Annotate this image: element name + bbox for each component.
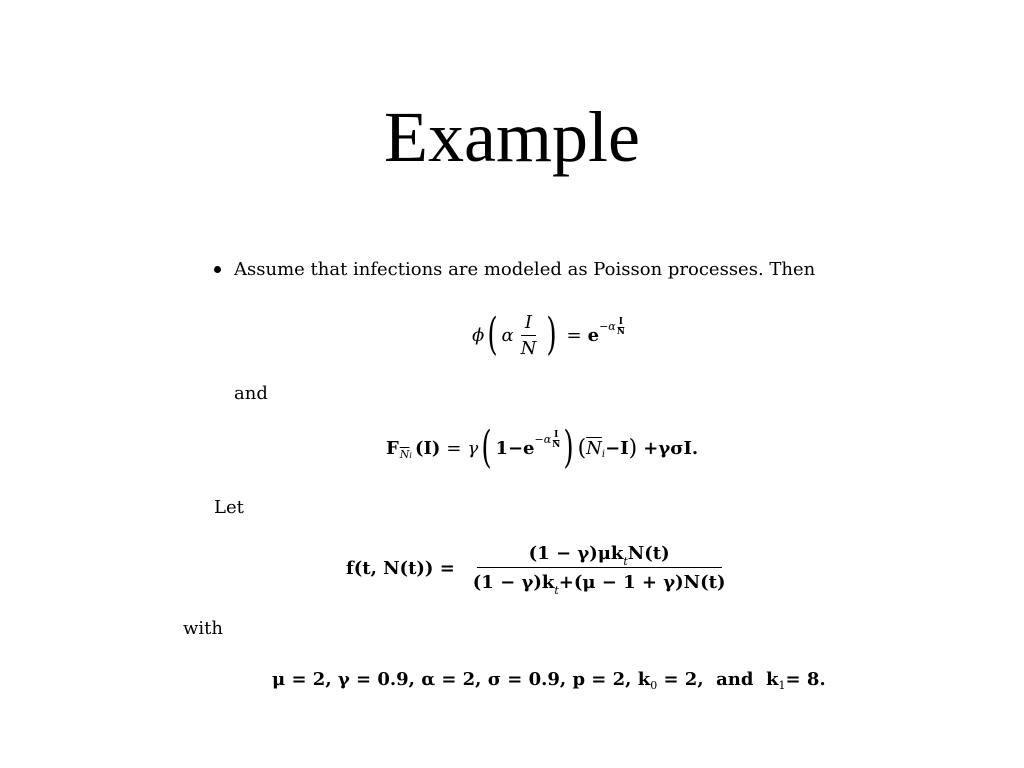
eq1-alpha: α	[501, 324, 514, 346]
eq1-exp-den: N	[616, 326, 625, 337]
eq2-sub	[400, 448, 412, 461]
eq2-tail: +γσI.	[643, 437, 699, 459]
eq3-num-a: (1 − γ)μk	[528, 543, 624, 564]
eq4-part1: μ = 2, γ = 0.9, α = 2, σ = 0.9, p = 2, k	[272, 668, 651, 690]
eq3-den-a: (1 − γ)k	[472, 572, 555, 593]
eq2-N-bar: $\overline{N}$	[586, 437, 602, 459]
equation-F	[386, 420, 698, 476]
eq3-fraction	[469, 543, 730, 597]
eq4-sub0: 0	[650, 678, 658, 692]
eq2-sub-base: $\overline{N}$	[399, 447, 410, 461]
eq1-fraction	[517, 312, 541, 359]
eq2-exp-num: I	[554, 429, 559, 440]
eq3-num-sub: t	[623, 555, 628, 568]
bullet-dot	[214, 266, 221, 273]
eq2-exp-fraction	[552, 431, 560, 450]
with-label: with	[183, 618, 223, 639]
eq1-base: e	[587, 324, 600, 346]
eq1-exponent: −α	[599, 319, 616, 333]
eq2-one-minus-e: 1−e	[495, 437, 535, 459]
eq2-F: F	[386, 437, 399, 459]
eq4-part2: = 2, and k	[657, 668, 779, 690]
eq1-right-paren: )	[546, 309, 558, 360]
eq1-phi: ϕ	[472, 324, 485, 346]
eq1-frac-num: I	[521, 312, 536, 336]
eq3-denominator	[469, 568, 730, 597]
eq2-paren2-open: (	[577, 435, 587, 461]
eq1-exp-fraction	[617, 318, 625, 337]
eq1-frac-den: N	[520, 337, 537, 359]
eq1-exp-num: I	[618, 316, 623, 327]
eq1-left-paren: (	[487, 309, 499, 360]
eq2-exp-den: N	[552, 439, 561, 450]
equation-f	[346, 536, 732, 600]
equation-params	[272, 664, 826, 694]
eq2-gamma: γ	[467, 437, 479, 459]
eq2-N-index: i	[601, 448, 606, 460]
eq3-den-b: +(μ − 1 + γ)N(t)	[558, 572, 726, 593]
eq2-right-paren: )	[563, 422, 575, 473]
eq2-sub-index: i	[409, 450, 412, 460]
let-label: Let	[214, 497, 244, 518]
eq2-arg: (I)	[414, 437, 441, 459]
eq2-paren2-close: )	[628, 435, 638, 461]
eq3-den-sub: t	[554, 584, 559, 597]
eq2-minus-I: −I	[605, 437, 629, 459]
eq2-exponent: −α	[534, 432, 552, 446]
eq4-sub1: 1	[778, 678, 786, 692]
eq3-lhs: f(t, N(t)) =	[346, 557, 455, 579]
eq1-equals: =	[566, 324, 582, 346]
slide-title: Example	[384, 97, 640, 177]
eq3-num-b: N(t)	[627, 543, 670, 564]
bullet-text: Assume that infections are modeled as Poisson processes. Then	[234, 259, 816, 280]
eq2-left-paren: (	[481, 422, 493, 473]
eq3-numerator	[477, 543, 722, 568]
and-label: and	[234, 383, 268, 404]
eq2-equals: =	[446, 437, 462, 459]
equation-phi	[472, 300, 625, 370]
eq4-part3: = 8.	[785, 668, 826, 690]
